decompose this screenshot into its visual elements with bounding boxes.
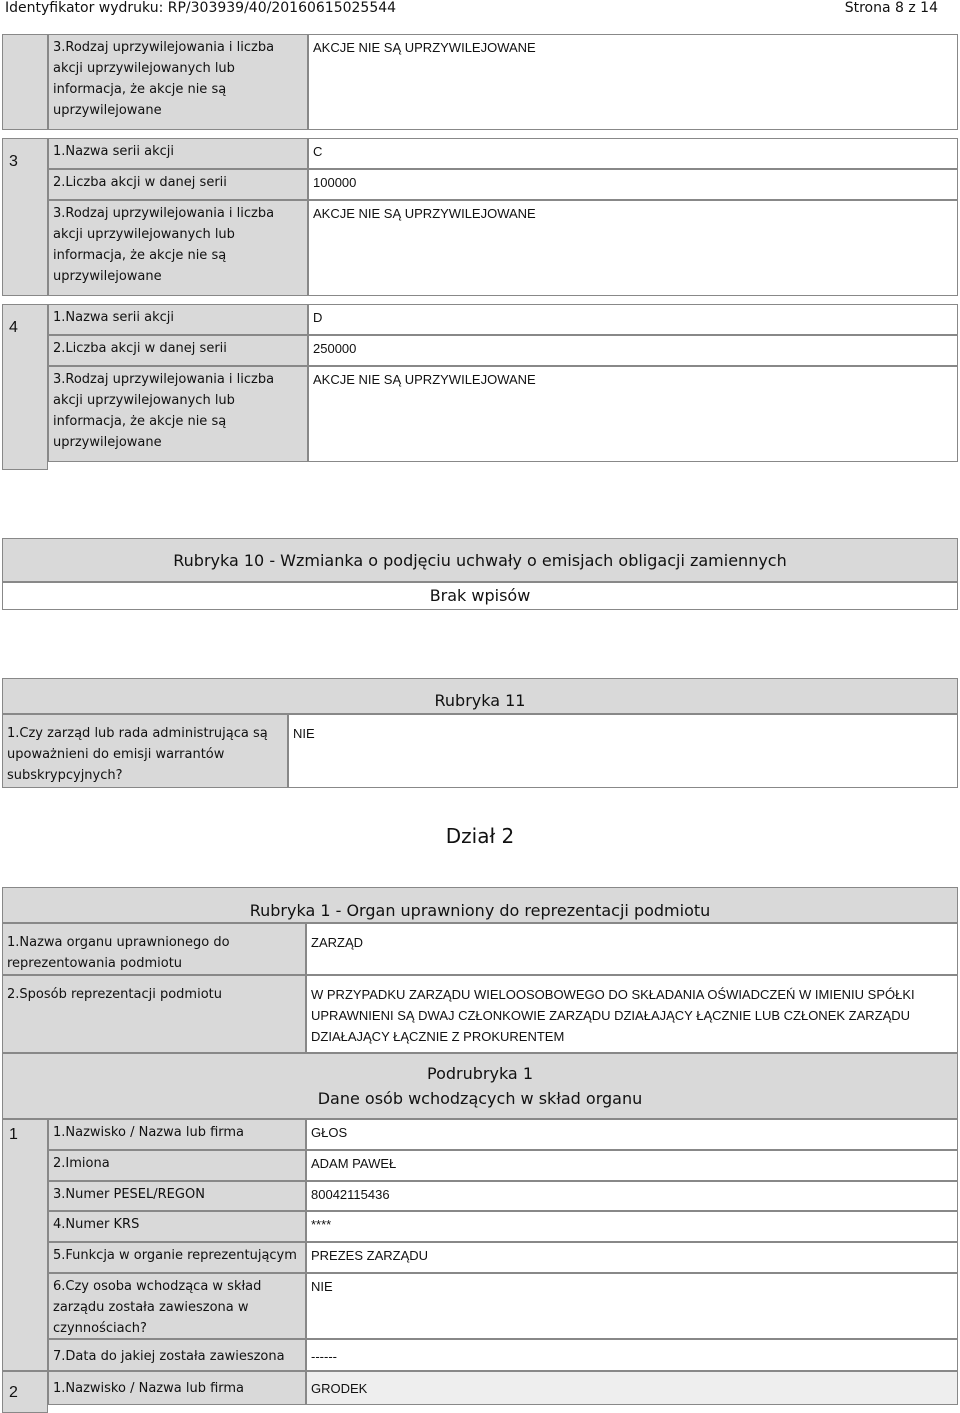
series-index-cell <box>2 304 48 470</box>
subsection-subtitle: Dane osób wchodzących w skład organu <box>317 1089 643 1108</box>
field-label: 4.Numer KRS <box>48 1211 306 1242</box>
person-index-cell <box>2 1371 48 1413</box>
page-number: Strona 8 z 14 <box>844 0 938 16</box>
series-index: 3 <box>9 153 18 170</box>
field-label: 1.Nazwisko / Nazwa lub firma <box>48 1119 306 1150</box>
field-value: AKCJE NIE SĄ UPRZYWILEJOWANE <box>308 34 958 130</box>
subsection-title: Podrubryka 1 <box>427 1064 533 1083</box>
person-index: 2 <box>9 1384 18 1401</box>
field-label: 3.Rodzaj uprzywilejowania i liczba akcji uprzywilejowanych lub informacja, że akcje nie są uprzywilejowane <box>48 200 308 296</box>
field-label: 3.Rodzaj uprzywilejowania i liczba akcji uprzywilejowanych lub informacja, że akcje nie są uprzywilejowane <box>48 34 308 130</box>
field-value: ADAM PAWEŁ <box>306 1150 958 1181</box>
section-title: Rubryka 10 - Wzmianka o podjęciu uchwały o emisjach obligacji zamiennych <box>2 538 958 582</box>
field-value: **** <box>306 1211 958 1242</box>
field-label: 2.Sposób reprezentacji podmiotu <box>2 975 306 1053</box>
field-label: 1.Nazwisko / Nazwa lub firma <box>48 1371 306 1405</box>
field-value: D <box>308 304 958 335</box>
subsection-header <box>2 1053 958 1119</box>
field-value: AKCJE NIE SĄ UPRZYWILEJOWANE <box>308 366 958 462</box>
series-index-cell <box>2 138 48 296</box>
field-value: PREZES ZARZĄDU <box>306 1242 958 1273</box>
field-label: 2.Liczba akcji w danej serii <box>48 335 308 366</box>
field-value: ------ <box>306 1339 958 1371</box>
field-label: 6.Czy osoba wchodząca w skład zarządu została zawieszona w czynnościach? <box>48 1273 306 1339</box>
field-label: 2.Liczba akcji w danej serii <box>48 169 308 200</box>
field-label: 3.Numer PESEL/REGON <box>48 1181 306 1211</box>
field-value: GRODEK <box>306 1371 958 1405</box>
field-label: 7.Data do jakiej została zawieszona <box>48 1339 306 1371</box>
field-label: 5.Funkcja w organie reprezentującym <box>48 1242 306 1273</box>
section-title: Rubryka 1 - Organ uprawniony do reprezentacji podmiotu <box>2 887 958 923</box>
field-value: NIE <box>306 1273 958 1339</box>
field-value: ZARZĄD <box>306 923 958 975</box>
field-value: GŁOS <box>306 1119 958 1150</box>
person-index-cell <box>2 1119 48 1371</box>
section-title: Rubryka 11 <box>2 678 958 714</box>
field-value: 250000 <box>308 335 958 366</box>
field-value: C <box>308 138 958 169</box>
field-value: AKCJE NIE SĄ UPRZYWILEJOWANE <box>308 200 958 296</box>
field-label: 1.Nazwa serii akcji <box>48 138 308 169</box>
field-label: 1.Nazwa serii akcji <box>48 304 308 335</box>
field-label: 3.Rodzaj uprzywilejowania i liczba akcji uprzywilejowanych lub informacja, że akcje nie są uprzywilejowane <box>48 366 308 462</box>
field-label: 2.Imiona <box>48 1150 306 1181</box>
empty-notice: Brak wpisów <box>2 582 958 610</box>
index-cell <box>2 34 48 130</box>
field-value: NIE <box>288 714 958 788</box>
person-index: 1 <box>9 1126 18 1143</box>
field-value: 80042115436 <box>306 1181 958 1211</box>
division-title: Dział 2 <box>445 824 515 848</box>
print-identifier: Identyfikator wydruku: RP/303939/40/20160615025544 <box>5 0 397 16</box>
field-value: 100000 <box>308 169 958 200</box>
series-index: 4 <box>9 319 18 336</box>
field-label: 1.Nazwa organu uprawnionego do reprezentowania podmiotu <box>2 923 306 975</box>
field-value: W PRZYPADKU ZARZĄDU WIELOOSOBOWEGO DO SKŁADANIA OŚWIADCZEŃ W IMIENIU SPÓŁKI UPRAWNIENI SĄ DWAJ CZŁONKOWIE ZARZĄDU DZIAŁAJĄCY ŁĄCZNIE LUB CZŁONEK ZARZĄDU DZIAŁAJĄCY ŁĄCZNIE Z PROKURENTEM <box>306 975 958 1053</box>
field-label: 1.Czy zarząd lub rada administrująca są upoważnieni do emisji warrantów subskrypcyjnych? <box>2 714 288 788</box>
